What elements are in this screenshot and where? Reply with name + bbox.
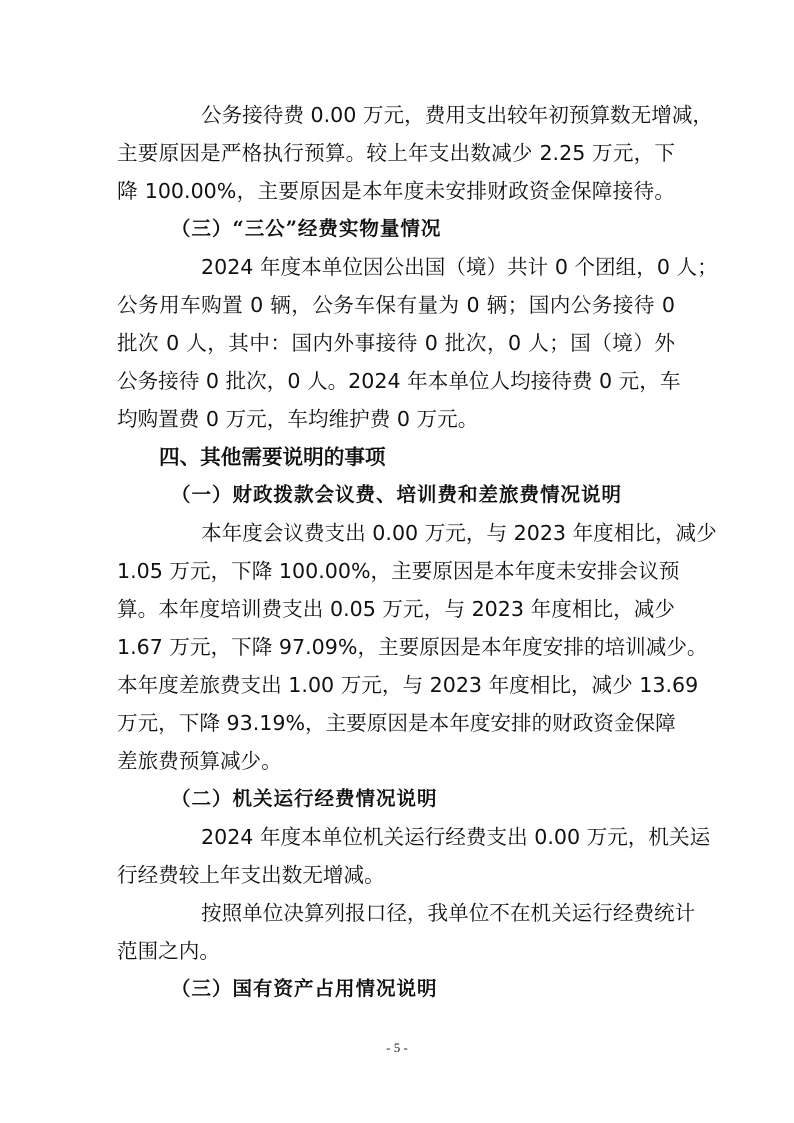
text-line: 1.67 万元，下降 97.09%，主要原因是本年度安排的培训减少。 (117, 635, 708, 659)
section-heading-meeting-training-travel: （一）财政拨款会议费、培训费和差旅费情况说明 (171, 483, 623, 506)
text-line: 本年度差旅费支出 1.00 万元，与 2023 年度相比，减少 13.69 (117, 673, 699, 697)
section-heading-state-assets: （三）国有资产占用情况说明 (171, 977, 438, 1000)
page-number: - 5 - (386, 1040, 408, 1055)
text-line: 算。本年度培训费支出 0.05 万元，与 2023 年度相比，减少 (117, 597, 675, 621)
text-line: 行经费较上年支出数无增减。 (117, 863, 385, 887)
section-heading-operating-expenses: （二）机关运行经费情况说明 (171, 787, 438, 810)
text-line: 1.05 万元，下降 100.00%，主要原因是本年度未安排会议预 (117, 559, 680, 583)
text-line: 2024 年度本单位因公出国（境）共计 0 个团组，0 人； (201, 255, 718, 279)
paragraph-sangong-physical (117, 248, 718, 438)
text-line: 均购置费 0 万元，车均维护费 0 万元。 (117, 407, 479, 431)
text-line: 按照单位决算列报口径，我单位不在机关运行经费统计 (201, 901, 696, 925)
text-line: 范围之内。 (117, 939, 220, 963)
text-line: 本年度会议费支出 0.00 万元，与 2023 年度相比，减少 (201, 521, 717, 545)
text-line: 降 100.00%，主要原因是本年度未安排财政资金保障接待。 (117, 179, 675, 203)
paragraph-operating-expenses (117, 818, 711, 894)
text-line: 差旅费预算减少。 (117, 749, 282, 773)
paragraph-reception-fee (117, 96, 714, 210)
text-line: 主要原因是严格执行预算。较上年支出数减少 2.25 万元，下 (117, 141, 675, 165)
text-line: 公务用车购置 0 辆，公务车保有量为 0 辆；国内公务接待 0 (117, 293, 675, 317)
section-heading-sangong-physical: （三）“三公”经费实物量情况 (171, 217, 442, 240)
paragraph-meeting-training-travel (117, 514, 717, 780)
section-heading-other-matters: 四、其他需要说明的事项 (159, 445, 386, 469)
text-line: 公务接待 0 批次，0 人。2024 年本单位人均接待费 0 元，车 (117, 369, 681, 393)
paragraph-reporting-scope (117, 894, 696, 970)
text-line: 公务接待费 0.00 万元，费用支出较年初预算数无增减， (201, 103, 714, 127)
text-line: 批次 0 人，其中：国内外事接待 0 批次，0 人；国（境）外 (117, 331, 675, 355)
text-line: 2024 年度本单位机关运行经费支出 0.00 万元，机关运 (201, 825, 711, 849)
document-page (117, 96, 718, 1008)
text-line: 万元，下降 93.19%，主要原因是本年度安排的财政资金保障 (117, 711, 676, 735)
